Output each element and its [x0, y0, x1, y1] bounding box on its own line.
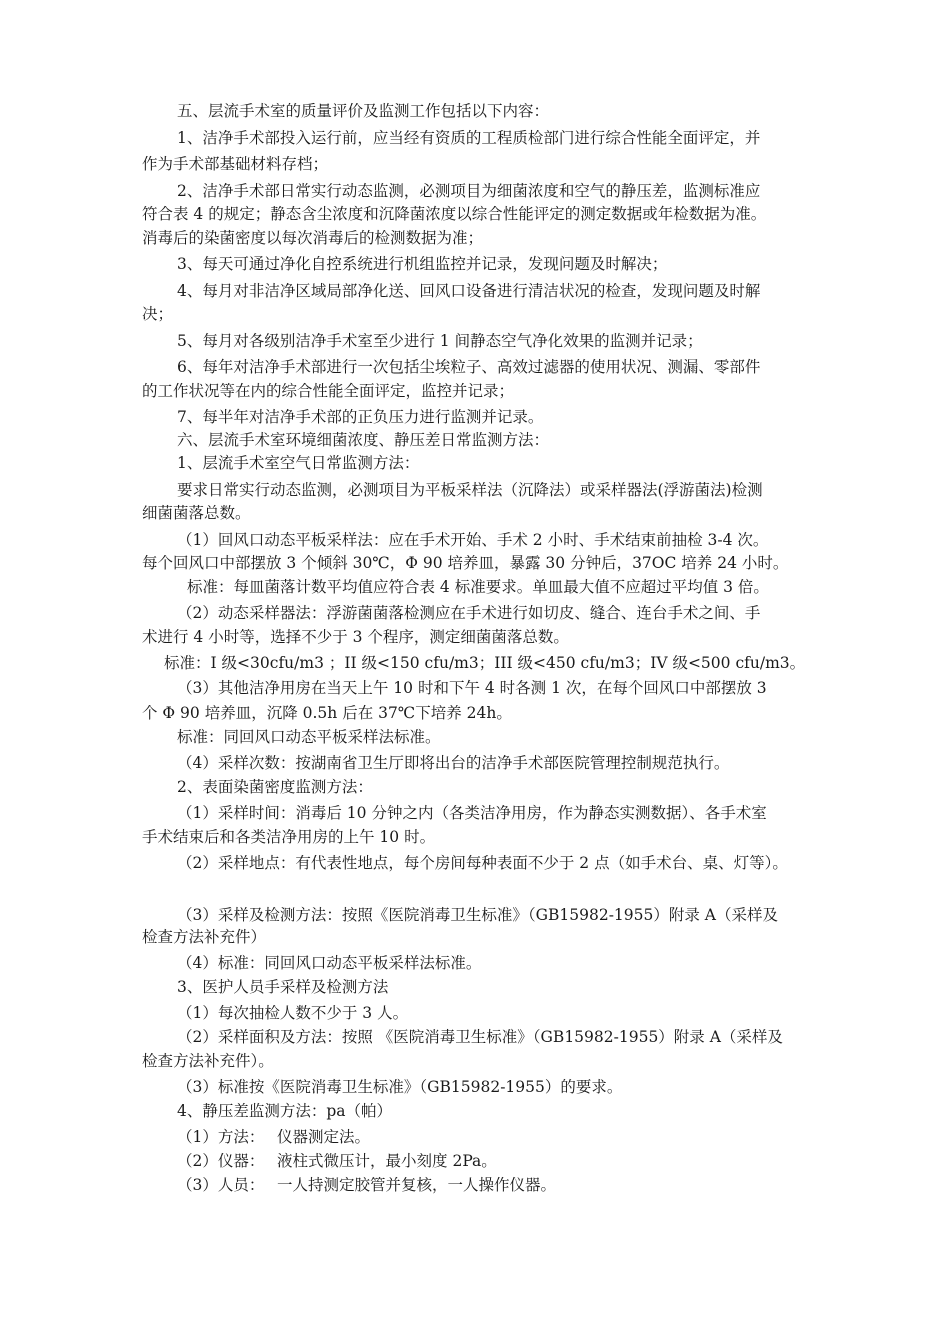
subheading: 3、医护人员手采样及检测方法 — [177, 978, 389, 996]
paragraph-line: 4、每月对非洁净区域局部净化送、回风口设备进行清洁状况的检查，发现问题及时解 — [177, 282, 761, 300]
paragraph-line: （2）动态采样器法：浮游菌菌落检测应在手术进行如切皮、缝合、连台手术之间、手 — [177, 604, 761, 622]
paragraph-line: （3）人员： 一人持测定胶管并复核，一人操作仪器。 — [177, 1176, 557, 1194]
paragraph-line: 检查方法补充件） — [142, 928, 267, 946]
paragraph-line: 术进行 4 小时等，选择不少于 3 个程序，测定细菌菌落总数。 — [142, 628, 569, 646]
paragraph-line: 3、每天可通过净化自控系统进行机组监控并记录，发现问题及时解决； — [177, 255, 668, 273]
paragraph-line: 个 Φ 90 培养皿，沉降 0.5h 后在 37℃下培养 24h。 — [142, 704, 512, 722]
paragraph-line: （3）标准按《医院消毒卫生标准》（GB15982-1955）的要求。 — [177, 1078, 623, 1096]
paragraph-line: （1）每次抽检人数不少于 3 人。 — [177, 1004, 409, 1022]
paragraph-line: 作为手术部基础材料存档； — [142, 155, 329, 173]
paragraph-line: （4）标准：同回风口动态平板采样法标准。 — [177, 954, 482, 972]
paragraph-line: （2）采样地点：有代表性地点，每个房间每种表面不少于 2 点（如手术台、桌、灯等）。 — [177, 854, 788, 872]
paragraph-line: 符合表 4 的规定；静态含尘浓度和沉降菌浓度以综合性能评定的测定数据或年检数据为准。 — [142, 205, 767, 223]
paragraph-line: 消毒后的染菌密度以每次消毒后的检测数据为准； — [142, 229, 484, 247]
paragraph-line: （3）其他洁净用房在当天上午 10 时和下午 4 时各测 1 次，在每个回风口中部摆放 3 — [177, 679, 767, 697]
paragraph-line: （1）方法： 仪器测定法。 — [177, 1128, 371, 1146]
paragraph-line: 1、洁净手术部投入运行前，应当经有资质的工程质检部门进行综合性能全面评定，并 — [177, 129, 761, 147]
paragraph-line: 6、每年对洁净手术部进行一次包括尘埃粒子、高效过滤器的使用状况、测漏、零部件 — [177, 358, 761, 376]
paragraph-line: （4）采样次数：按湖南省卫生厅即将出台的洁净手术部医院管理控制规范执行。 — [177, 754, 730, 772]
subheading: 1、层流手术室空气日常监测方法： — [177, 454, 420, 472]
subheading: 4、静压差监测方法：pa（帕） — [177, 1102, 393, 1120]
paragraph-line: 标准：每皿菌落计数平均值应符合表 4 标准要求。单皿最大值不应超过平均值 3 倍。 — [187, 578, 769, 596]
paragraph-line: 标准：同回风口动态平板采样法标准。 — [177, 728, 441, 746]
paragraph-line: 2、洁净手术部日常实行动态监测，必测项目为细菌浓度和空气的静压差，监测标准应 — [177, 182, 761, 200]
paragraph-line: 手术结束后和各类洁净用房的上午 10 时。 — [142, 828, 436, 846]
paragraph-line: 检查方法补充件）。 — [142, 1052, 274, 1070]
heading-section-6: 六、层流手术室环境细菌浓度、静压差日常监测方法： — [177, 431, 550, 449]
paragraph-line: 要求日常实行动态监测，必测项目为平板采样法（沉降法）或采样器法(浮游菌法)检测 — [177, 481, 763, 499]
paragraph-line: （3）采样及检测方法：按照《医院消毒卫生标准》（GB15982-1955）附录 A（采样及 — [177, 906, 778, 924]
paragraph-line: 7、每半年对洁净手术部的正负压力进行监测并记录。 — [177, 408, 544, 426]
paragraph-line: 每个回风口中部摆放 3 个倾斜 30℃，Φ 90 培养皿，暴露 30 分钟后，37OC 培养 24 小时。 — [142, 554, 789, 572]
paragraph-line: （1）回风口动态平板采样法：应在手术开始、手术 2 小时、手术结束前抽检 3-4 次。 — [177, 531, 769, 549]
subheading: 2、表面染菌密度监测方法： — [177, 778, 373, 796]
paragraph-line: （1）采样时间：消毒后 10 分钟之内（各类洁净用房，作为静态实测数据）、各手术室 — [177, 804, 767, 822]
paragraph-line: 标准：I 级<30cfu/m3 ；II 级<150 cfu/m3；III 级<450 cfu/m3；IV 级<500 cfu/m3。 — [164, 654, 806, 672]
paragraph-line: （2）采样面积及方法：按照 《医院消毒卫生标准》（GB15982-1955）附录 A（采样及 — [177, 1028, 783, 1046]
paragraph-line: 的工作状况等在内的综合性能全面评定，监控并记录； — [142, 382, 515, 400]
heading-section-5: 五、层流手术室的质量评价及监测工作包括以下内容： — [177, 102, 550, 120]
paragraph-line: 细菌菌落总数。 — [142, 504, 251, 522]
paragraph-line: （2）仪器： 液柱式微压计，最小刻度 2Pa。 — [177, 1152, 497, 1170]
paragraph-line: 决； — [142, 305, 174, 323]
paragraph-line: 5、每月对各级别洁净手术室至少进行 1 间静态空气净化效果的监测并记录； — [177, 332, 703, 350]
